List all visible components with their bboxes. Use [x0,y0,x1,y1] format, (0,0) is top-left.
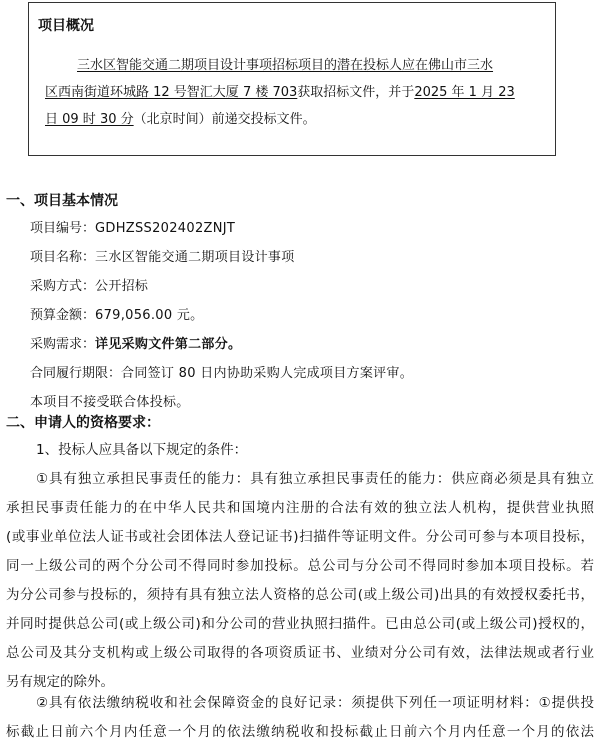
qualification-intro [36,436,247,465]
para-line: 标截止日前六个月内任意一个月的依法缴纳税收和投标截止日前六个月内任意一个月的依法 [6,724,594,740]
intro-line: 1、投标人应具备以下规定的条件： [36,442,248,458]
overview-line [45,52,551,79]
overview-title: 项目概况 [38,18,94,34]
info-label: 采购需求： [30,337,96,352]
overview-line [45,106,551,133]
info-label: 项目编号： [30,221,96,236]
project-overview-box [28,2,556,156]
overview-address: 佛山市三水 [428,58,494,73]
info-label: 合同履行期限： [30,366,122,381]
overview-deadline-date: 2025 年 1 月 23 [414,85,515,100]
basic-info-list [30,214,413,417]
para-line: 为分公司参与投标的，须持有具有独立法人资格的总公司(或上级公司)出具的有效授权委托书， [6,587,594,603]
para-line: 承担民事责任能力的在中华人民共和国境内注册的合法有效的独立法人机构，提供营业执照 [6,500,594,516]
overview-address: 区西南街道环城路 12 号智汇大厦 7 楼 703 [45,85,298,100]
para-line: (或事业单位法人证书或社会团体法人登记证书)扫描件等证明文件。分公司可参与本项目投标， [6,529,594,545]
overview-line [45,79,551,106]
info-value: 三水区智能交通二期项目设计事项 [95,250,295,265]
para-line: ①具有独立承担民事责任的能力：具有独立承担民事责任的能力：供应商必须是具有独立 [36,471,594,487]
info-row-requirements [30,330,413,359]
info-row-project-number [30,214,413,243]
info-label: 采购方式： [30,279,96,294]
section-heading-basic-info: 一、项目基本情况 [6,193,118,209]
para-line: 同一上级公司的两个分公司不得同时参加投标。总公司与分公司不得同时参加本项目投标。若 [6,558,594,574]
info-value: 679,056.00 元。 [95,308,204,323]
info-value: 公开招标 [95,279,149,294]
qualification-para-2 [6,689,594,747]
info-row-contract-period [30,359,413,388]
para-line: 另有规定的除外。 [6,674,114,690]
overview-body [45,52,551,133]
overview-text: 获取招标文件，并于 [297,85,415,100]
info-row-budget [30,301,413,330]
info-value: 本项目不接受联合体投标。 [30,395,190,410]
info-row-procurement-method [30,272,413,301]
info-value: GDHZSS202402ZNJT [95,221,236,236]
overview-deadline-time: 日 09 时 30 分 [45,112,134,127]
qualification-para-1 [6,465,594,697]
para-line: ②具有依法缴纳税收和社会保障资金的良好记录：须提供下列任一项证明材料：①提供投 [36,695,594,711]
overview-text: 三水区智能交通二期项目设计事项招标项目的潜在投标人应在 [77,58,429,73]
overview-text: （北京时间）前递交投标文件。 [133,112,316,127]
info-label: 预算金额： [30,308,96,323]
info-value: 合同签订 80 日内协助采购人完成项目方案评审。 [121,366,414,381]
para-line: 并同时提供总公司(或上级公司)和分公司的营业执照扫描件。已由总公司(或上级公司)授权的， [6,616,594,632]
para-line: 总公司及其分支机构或上级公司取得的各项资质证书、业绩对分公司有效，法律法规或者行业 [6,645,594,661]
info-label: 项目名称： [30,250,96,265]
info-row-project-name [30,243,413,272]
info-value: 详见采购文件第二部分。 [95,337,242,352]
section-heading-qualification: 二、申请人的资格要求： [6,415,160,431]
